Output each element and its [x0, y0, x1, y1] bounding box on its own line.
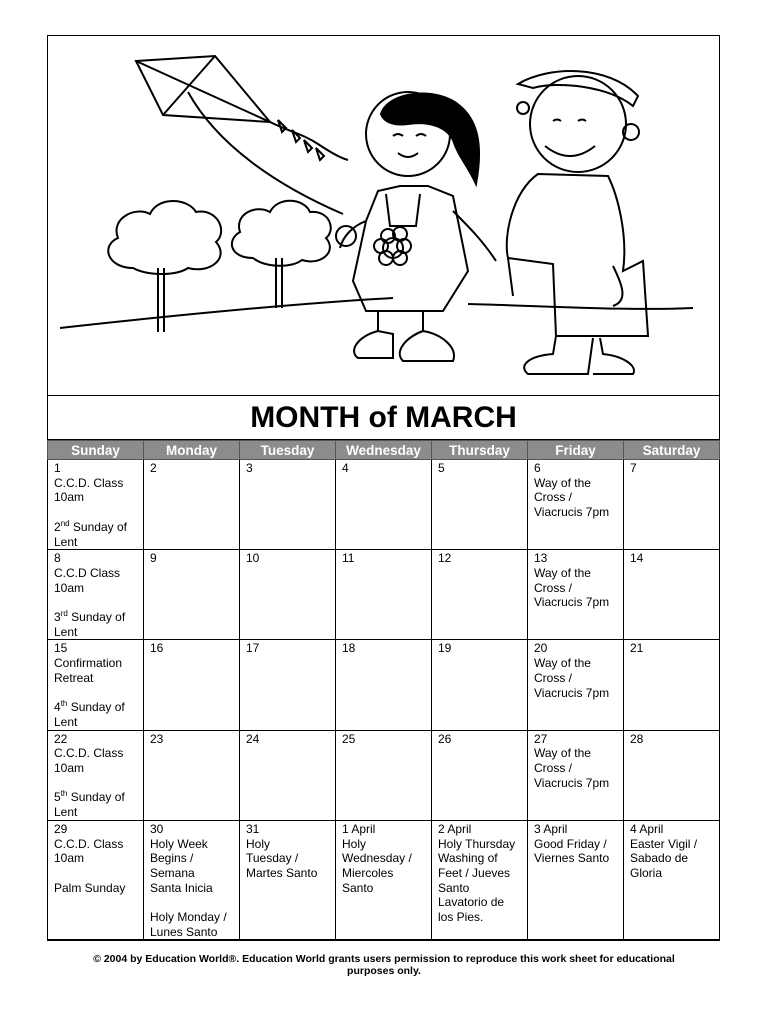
note-text: Sunday of [69, 519, 127, 534]
spacer [54, 595, 138, 610]
calendar-day-cell [432, 460, 528, 550]
page-title: MONTH of MARCH [48, 395, 719, 440]
calendar-day-cell [240, 550, 336, 640]
calendar-day-cell [528, 640, 624, 730]
day-number: 23 [150, 731, 164, 746]
ordinal-suffix: nd [60, 518, 70, 528]
calendar-day-cell [624, 730, 720, 820]
weekday-header: Thursday [432, 441, 528, 460]
event-line: 10am [54, 851, 85, 866]
event-line: Viacrucis 7pm [534, 775, 610, 790]
ordinal-suffix: th [60, 699, 68, 709]
day-number: 1 April [342, 821, 376, 836]
spacer [54, 505, 138, 520]
spacer [150, 895, 234, 910]
day-number: 12 [438, 551, 452, 566]
event-line: Cross / [534, 761, 573, 776]
day-number: 2 April [438, 821, 472, 836]
calendar-day-cell [144, 460, 240, 550]
event-line: Lavatorio de [438, 895, 505, 910]
day-number: 24 [246, 731, 260, 746]
calendar-day-cell [144, 820, 240, 940]
day-number: 26 [438, 731, 452, 746]
weekday-header: Friday [528, 441, 624, 460]
calendar-day-cell [48, 460, 144, 550]
event-line: Gloria [630, 865, 663, 880]
calendar-day-cell [144, 550, 240, 640]
weekday-header: Tuesday [240, 441, 336, 460]
event-line: Holy [246, 836, 271, 851]
calendar-day-cell [624, 460, 720, 550]
calendar-day-cell [432, 640, 528, 730]
event-note: Lent [54, 805, 78, 820]
weekday-header: Sunday [48, 441, 144, 460]
event-line: Holy [342, 836, 367, 851]
ordinal-suffix: rd [60, 609, 68, 618]
day-number: 3 [246, 461, 253, 475]
day-number: 7 [630, 461, 637, 475]
event-note [54, 520, 138, 535]
day-number: 8 [54, 551, 61, 566]
note-text: Holy Monday / [150, 910, 227, 925]
ordinal-suffix: th [60, 789, 68, 799]
day-number: 18 [342, 641, 356, 656]
calendar-week-row [48, 820, 720, 940]
day-number: 28 [630, 731, 644, 746]
weekday-header: Wednesday [336, 441, 432, 460]
event-line: Tuesday / [246, 851, 299, 866]
calendar-day-cell [336, 550, 432, 640]
event-line: Easter Vigil / [630, 836, 698, 851]
event-line: Cross / [534, 670, 573, 685]
event-line: Way of the [534, 565, 591, 580]
calendar-frame [47, 35, 720, 941]
calendar-day-cell [144, 640, 240, 730]
day-number: 19 [438, 641, 452, 656]
event-line: Semana [150, 865, 195, 880]
event-line: Retreat [54, 670, 94, 685]
event-line: Cross / [534, 490, 573, 505]
calendar-day-cell [528, 730, 624, 820]
event-note [54, 881, 138, 896]
day-number: 4 [342, 461, 349, 475]
event-line: 10am [54, 580, 85, 595]
note-text: 3 [54, 610, 61, 624]
day-number: 6 [534, 461, 541, 475]
day-number: 30 [150, 821, 164, 836]
note-text: 5 [54, 790, 61, 805]
footer-line: © 2004 by Education World®. Education World grants users permission to reproduce this work sheet for educational [93, 953, 675, 965]
event-note: Lunes Santo [150, 924, 218, 939]
event-line: C.C.D Class [54, 565, 121, 580]
event-line: Confirmation [54, 656, 123, 671]
event-line: Santo [438, 880, 470, 895]
calendar-day-cell [528, 460, 624, 550]
calendar-day-cell [48, 550, 144, 640]
day-number: 4 April [630, 821, 664, 836]
calendar-day-cell [240, 820, 336, 940]
day-number: 1 [54, 461, 61, 475]
event-note [54, 700, 138, 715]
calendar-day-cell [624, 640, 720, 730]
day-number: 10 [246, 551, 260, 566]
calendar-day-cell [336, 820, 432, 940]
event-line: Wednesday / [342, 851, 412, 866]
day-number: 31 [246, 821, 260, 836]
calendar-day-cell [432, 820, 528, 940]
calendar-day-cell [624, 820, 720, 940]
calendar-day-cell [336, 460, 432, 550]
day-number: 9 [150, 551, 157, 566]
calendar-day-cell [432, 550, 528, 640]
note-text: Palm Sunday [54, 880, 126, 895]
spacer [54, 866, 138, 881]
calendar-day-cell [528, 820, 624, 940]
day-number: 14 [630, 551, 644, 566]
event-note [54, 790, 138, 805]
event-line: Sabado de [630, 851, 689, 866]
kite-children-illustration [48, 36, 719, 395]
note-text: Sunday of [67, 790, 125, 805]
day-number: 27 [534, 731, 548, 746]
event-line: Good Friday / [534, 836, 607, 851]
calendar-day-cell [528, 550, 624, 640]
calendar-grid [47, 440, 720, 940]
day-number: 13 [534, 551, 548, 566]
day-number: 20 [534, 641, 548, 656]
calendar-day-cell [48, 820, 144, 940]
event-line: Holy Thursday [438, 836, 516, 851]
event-line: Feet / Jueves [438, 865, 511, 880]
note-text: Sunday of [67, 700, 125, 715]
day-number: 5 [438, 461, 445, 475]
event-note [54, 610, 138, 625]
event-line: C.C.D. Class [54, 475, 124, 490]
event-line: los Pies. [438, 910, 484, 925]
footer-line: purposes only. [347, 965, 421, 977]
event-line: C.C.D. Class [54, 746, 124, 761]
spacer [54, 776, 138, 791]
calendar-day-cell [240, 460, 336, 550]
calendar-day-cell [336, 730, 432, 820]
day-number: 15 [54, 641, 68, 656]
note-text: 4 [54, 700, 61, 715]
day-number: 29 [54, 821, 68, 836]
day-number: 25 [342, 731, 356, 746]
weekday-header: Monday [144, 441, 240, 460]
day-number: 3 April [534, 821, 568, 836]
day-number: 22 [54, 731, 68, 746]
event-line: Viacrucis 7pm [534, 505, 610, 520]
event-line: Martes Santo [246, 865, 318, 880]
note-text: Sunday of [67, 610, 126, 624]
spacer [54, 686, 138, 701]
calendar-week-row [48, 460, 720, 550]
event-line: Viacrucis 7pm [534, 685, 610, 700]
event-note [150, 910, 234, 925]
calendar-day-cell [624, 550, 720, 640]
calendar-day-cell [240, 640, 336, 730]
note-text: 2 [54, 519, 61, 534]
event-line: Way of the [534, 475, 591, 490]
weekday-header: Saturday [624, 441, 720, 460]
event-line: 10am [54, 490, 85, 505]
event-note: Lent [54, 534, 78, 549]
calendar-day-cell [336, 640, 432, 730]
calendar-day-cell [432, 730, 528, 820]
event-line: Miercoles [342, 865, 394, 880]
calendar-day-cell [48, 730, 144, 820]
event-line: Begins / [150, 851, 194, 866]
event-line: Viacrucis 7pm [534, 595, 610, 610]
calendar-day-cell [144, 730, 240, 820]
day-number: 11 [342, 551, 355, 566]
calendar-day-cell [48, 640, 144, 730]
day-number: 2 [150, 461, 157, 475]
calendar-week-row [48, 550, 720, 640]
event-line: Viernes Santo [534, 851, 610, 866]
event-line: Santo [342, 880, 374, 895]
calendar-day-cell [240, 730, 336, 820]
calendar-week-row [48, 640, 720, 730]
event-line: Cross / [534, 580, 573, 595]
event-line: C.C.D. Class [54, 836, 124, 851]
event-line: Santa Inicia [150, 880, 213, 895]
event-line: 10am [54, 761, 85, 776]
calendar-week-row [48, 730, 720, 820]
day-number: 16 [150, 641, 164, 656]
event-line: Holy Week [150, 836, 208, 851]
weekday-header-row [48, 441, 720, 460]
event-note: Lent [54, 714, 78, 729]
event-line: Way of the [534, 746, 591, 761]
event-note: Lent [54, 624, 78, 639]
event-line: Way of the [534, 656, 591, 671]
day-number: 17 [246, 641, 260, 656]
day-number: 21 [630, 641, 644, 656]
copyright-footer [60, 953, 708, 977]
event-line: Washing of [438, 851, 498, 866]
